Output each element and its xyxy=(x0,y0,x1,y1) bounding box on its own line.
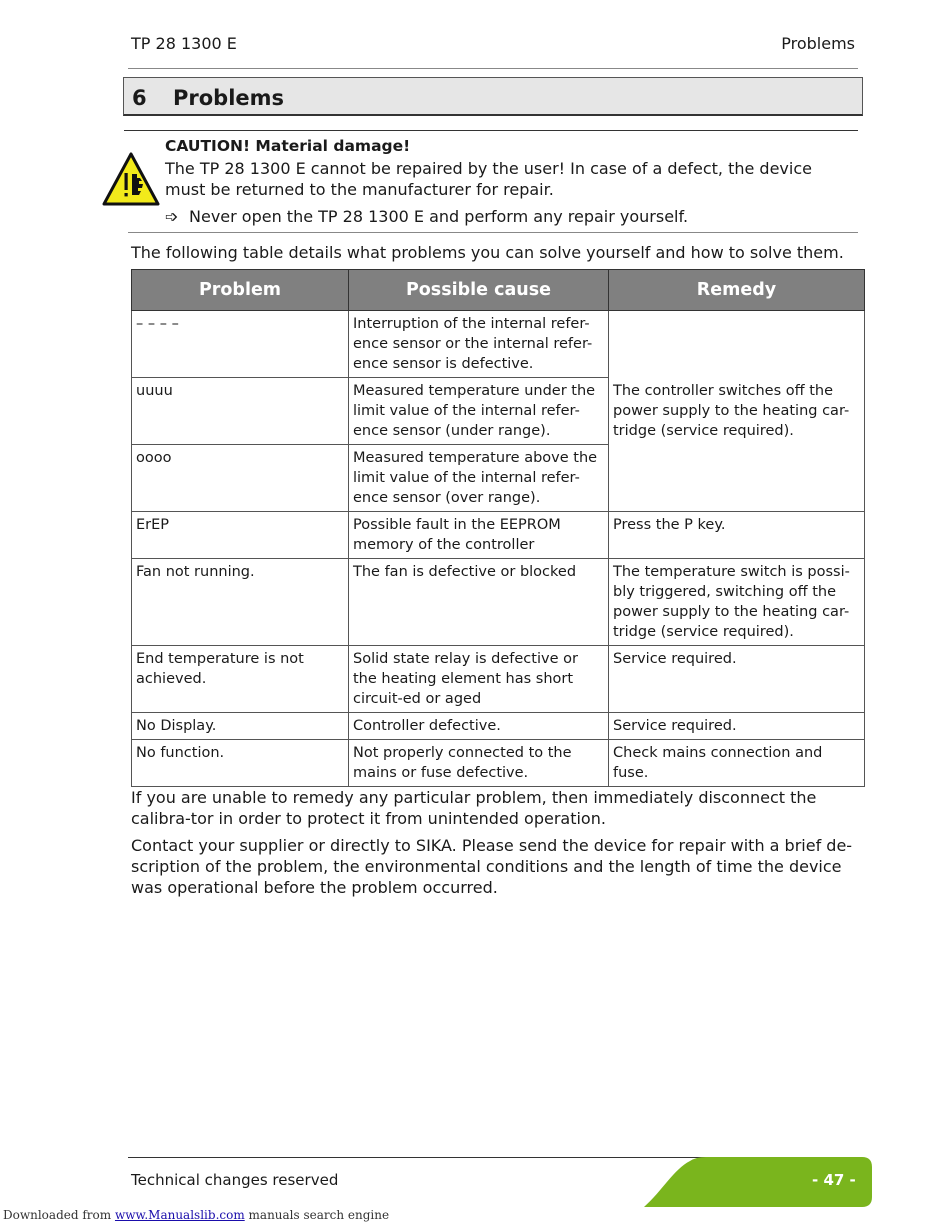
cause-cell: Measured temperature above the limit value of the internal refer-ence sensor (over range). xyxy=(349,445,609,512)
table-row xyxy=(132,740,865,787)
caution-text: The TP 28 1300 E cannot be repaired by the user! In case of a defect, the device must be returned to the manufacturer for repair. xyxy=(165,159,812,199)
outro-paragraph-1: If you are unable to remedy any particular problem, then immediately disconnect the calibra-tor in order to protect it from unintended operation. xyxy=(131,788,817,828)
problem-cell: oooo xyxy=(132,445,349,512)
header-divider xyxy=(128,68,858,69)
problem-cell: ErEP xyxy=(132,512,349,559)
caution-instruction xyxy=(165,207,688,226)
problems-table xyxy=(131,269,865,787)
table-header-row xyxy=(132,270,865,311)
section-number: 6 xyxy=(132,86,147,110)
problem-cell: No function. xyxy=(132,740,349,787)
remedy-cell: The temperature switch is possi-bly triggered, switching off the power supply to the heating car-tridge (service required). xyxy=(609,559,865,646)
table-row xyxy=(132,559,865,646)
header-problem: Problem xyxy=(132,270,349,311)
intro-text: The following table details what problems you can solve yourself and how to solve them. xyxy=(131,243,844,262)
outro-paragraph-2: Contact your supplier or directly to SIKA. Please send the device for repair with a brief de-scription of the problem, the environmental conditions and the length of time the device was operational before the problem occurred. xyxy=(131,836,853,897)
header-cause: Possible cause xyxy=(349,270,609,311)
table-row xyxy=(132,713,865,740)
remedy-cell: Service required. xyxy=(609,713,865,740)
cause-cell: Controller defective. xyxy=(349,713,609,740)
remedy-cell: Service required. xyxy=(609,646,865,713)
problem-cell: uuuu xyxy=(132,378,349,445)
cause-cell: Not properly connected to the mains or fuse defective. xyxy=(349,740,609,787)
footer-note: Technical changes reserved xyxy=(131,1171,339,1189)
header-chapter: Problems xyxy=(781,34,855,53)
problem-cell: Fan not running. xyxy=(132,559,349,646)
warning-hand-icon xyxy=(102,152,160,206)
download-suffix: manuals search engine xyxy=(248,1208,390,1222)
instruction-arrow-icon: ➩ xyxy=(165,207,179,226)
cause-cell: Solid state relay is defective or the heating element has short circuit-ed or aged xyxy=(349,646,609,713)
remedy-cell: Check mains connection and fuse. xyxy=(609,740,865,787)
caution-instruction-text: Never open the TP 28 1300 E and perform any repair yourself. xyxy=(189,207,689,226)
table-row xyxy=(132,646,865,713)
table-row xyxy=(132,311,865,378)
section-heading xyxy=(123,77,863,116)
section-title: Problems xyxy=(173,86,285,110)
caution-top-rule xyxy=(124,130,858,131)
remedy-cell: Press the P key. xyxy=(609,512,865,559)
cause-cell: Possible fault in the EEPROM memory of the controller xyxy=(349,512,609,559)
manualslib-link[interactable]: www.Manualslib.com xyxy=(114,1208,245,1222)
cause-cell: Interruption of the internal refer-ence sensor or the internal refer-ence sensor is defective. xyxy=(349,311,609,378)
footer-page-number: - 47 - xyxy=(812,1171,856,1189)
header-doc-id: TP 28 1300 E xyxy=(131,34,237,53)
table-row xyxy=(132,512,865,559)
remedy-cell-shared: The controller switches off the power supply to the heating car-tridge (service required). xyxy=(609,311,865,512)
problem-cell: – – – – xyxy=(132,311,349,378)
download-note xyxy=(3,1208,389,1222)
cause-cell: Measured temperature under the limit value of the internal refer-ence sensor (under range). xyxy=(349,378,609,445)
problem-cell: End temperature is not achieved. xyxy=(132,646,349,713)
cause-cell: The fan is defective or blocked xyxy=(349,559,609,646)
header-remedy: Remedy xyxy=(609,270,865,311)
problem-cell: No Display. xyxy=(132,713,349,740)
caution-bottom-rule xyxy=(128,232,858,233)
download-prefix: Downloaded from xyxy=(3,1208,112,1222)
caution-title: CAUTION! Material damage! xyxy=(165,137,411,155)
